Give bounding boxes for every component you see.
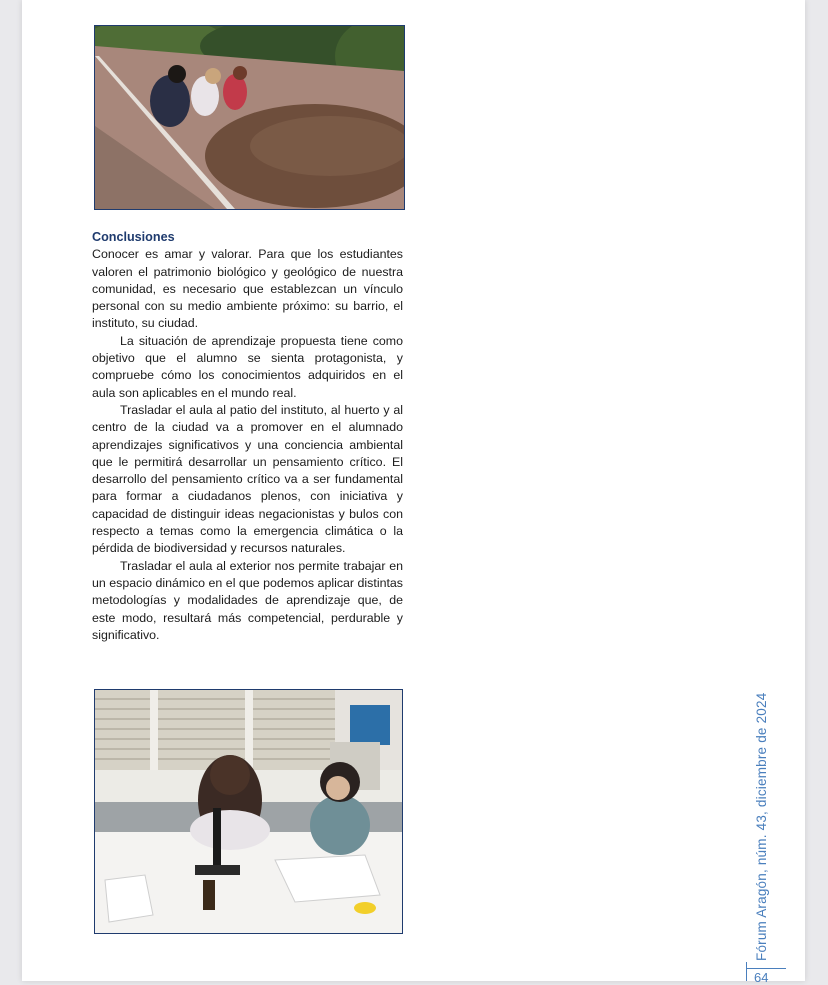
footer-rule-vertical xyxy=(746,962,747,981)
section-heading: Conclusiones xyxy=(92,230,175,244)
page-number: 64 xyxy=(754,970,769,985)
footer-rule xyxy=(746,968,786,969)
publication-footer: Fórum Aragón, núm. 43, diciembre de 2024 xyxy=(754,692,769,961)
photo-students-microscope xyxy=(94,689,403,934)
paragraph-1: Conocer es amar y valorar. Para que los estudiantes valoren el patrimonio biológico y geológico de nuestra comunidad, es necesario que establezcan un vínculo personal con su medio ambiente próximo: su barrio, el instituto, su ciudad. xyxy=(92,247,403,331)
photo-students-puddle xyxy=(94,25,405,210)
article-conclusions xyxy=(92,229,403,644)
magazine-page xyxy=(22,0,805,985)
paragraph-3: Trasladar el aula al patio del instituto, al huerto y al centro de la ciudad va a promover en el alumnado aprendizajes significativos y una conciencia ambiental que le permitirá desarrollar un pensamiento crítico. El desarrollo del pensamiento crítico va a ser fundamental para formar a ciudadanos plenos, con iniciativa y capacidad de distinguir ideas negacionistas y bulos con respecto a temas como la emergencia climática o la pérdida de biodiversidad y recursos naturales. xyxy=(92,402,403,556)
paragraph-2: La situación de aprendizaje propuesta tiene como objetivo que el alumno se sienta protagonista, y compruebe cómo los conocimientos adquiridos en el aula son aplicables en el mundo real. xyxy=(92,333,403,400)
paragraph-4: Trasladar el aula al exterior nos permite trabajar en un espacio dinámico en el que podemos aplicar distintas metodologías y modalidades de aprendizaje que, de este modo, resultará más competencial, perdurable y significativo. xyxy=(92,558,403,642)
